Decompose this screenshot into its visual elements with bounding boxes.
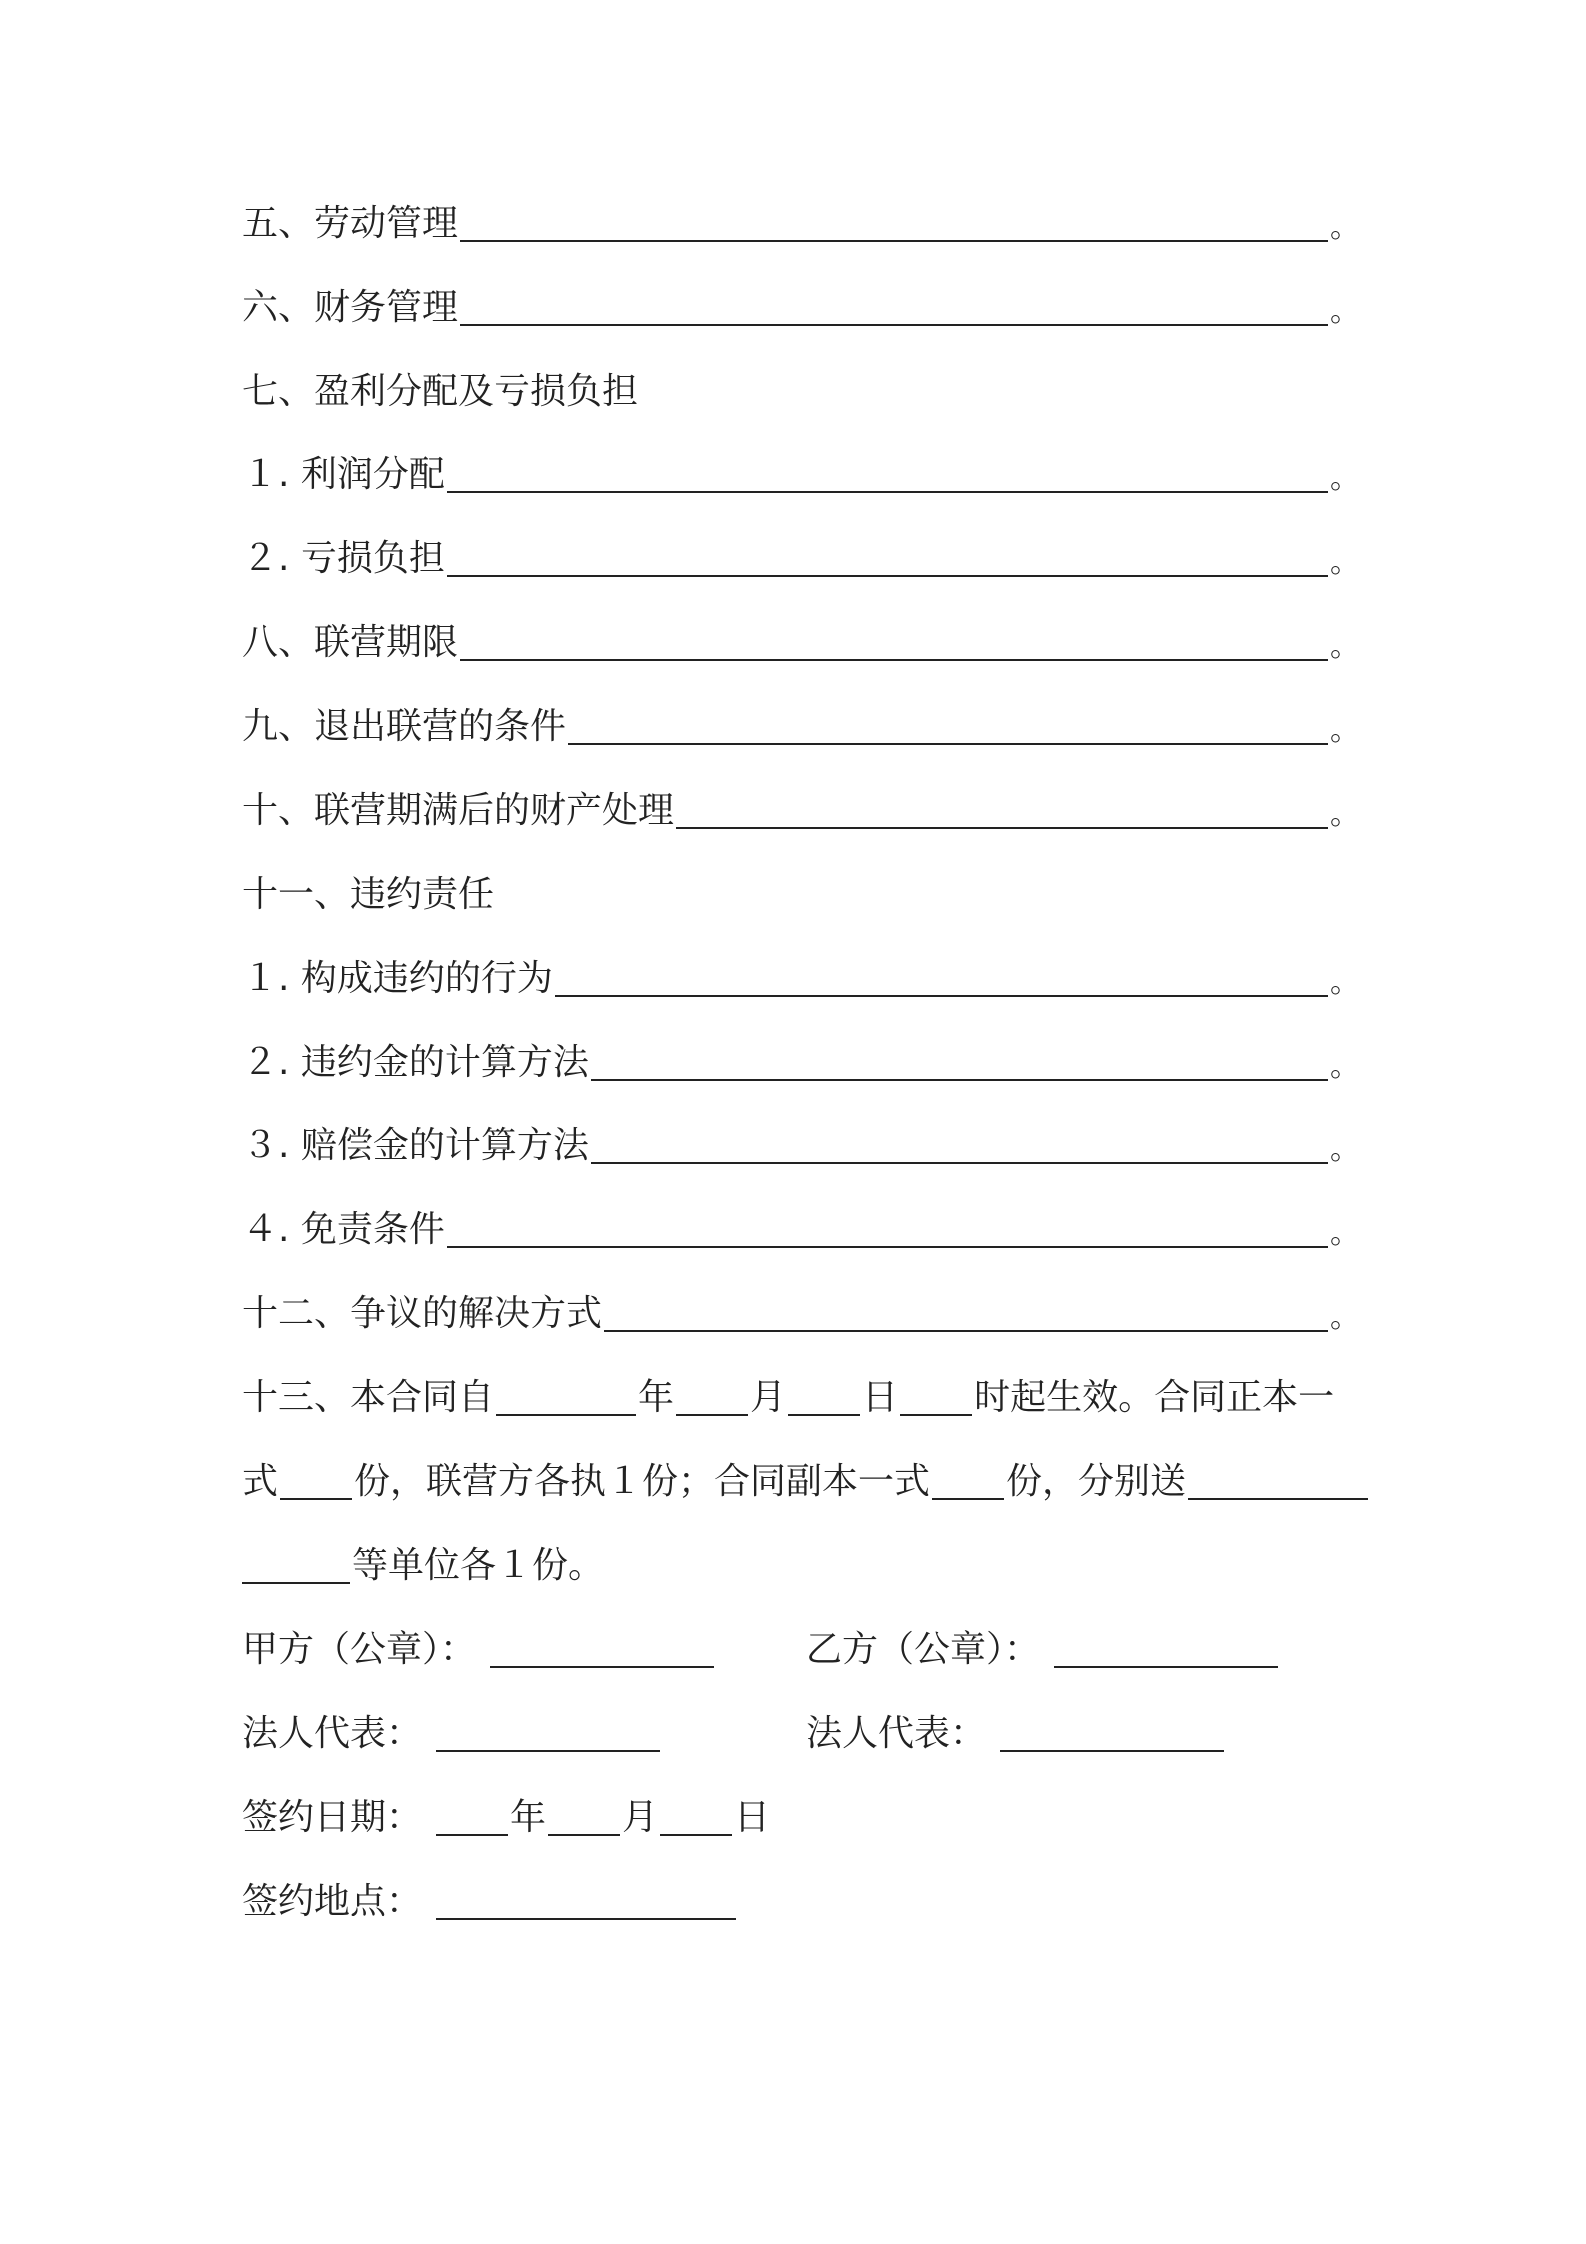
date-day-label: 日 — [734, 1797, 771, 1838]
year-blank[interactable] — [496, 1380, 636, 1416]
clause-label: 五、劳动管理 — [242, 203, 459, 244]
clause-term — [242, 619, 1360, 667]
fill-blank[interactable] — [460, 625, 1328, 661]
date-day-blank[interactable] — [660, 1800, 732, 1836]
clause-financial-management — [242, 284, 1360, 332]
month-label: 月 — [750, 1377, 787, 1418]
day-blank[interactable] — [788, 1380, 860, 1416]
recipients-blank[interactable] — [1188, 1464, 1368, 1500]
fill-blank[interactable] — [676, 793, 1328, 829]
date-year-blank[interactable] — [436, 1800, 508, 1836]
party-b-seal-blank[interactable] — [1054, 1632, 1278, 1668]
recipients-text: 等单位各１份。 — [352, 1545, 605, 1586]
party-b-representative — [806, 1710, 1226, 1758]
fill-blank[interactable] — [604, 1296, 1328, 1332]
party-a-seal — [242, 1626, 716, 1674]
clause-property-disposal — [242, 787, 1360, 835]
clause-dispute-resolution — [242, 1290, 1360, 1338]
date-year-label: 年 — [510, 1797, 547, 1838]
copies-text-a: 式 — [242, 1461, 279, 1502]
copies-text-c: 份，分别送 — [1006, 1461, 1187, 1502]
fill-blank[interactable] — [447, 457, 1328, 493]
party-a-representative — [242, 1710, 662, 1758]
year-label: 年 — [638, 1377, 675, 1418]
clause-label: 十、联营期满后的财产处理 — [242, 790, 675, 831]
copies-text-b: 份，联营方各执１份；合同副本一式 — [354, 1461, 931, 1502]
period: 。 — [1330, 1049, 1360, 1084]
day-label: 日 — [862, 1377, 899, 1418]
duplicate-copies-blank[interactable] — [932, 1464, 1004, 1500]
clause-label: 八、联营期限 — [242, 622, 459, 663]
fill-blank[interactable] — [568, 709, 1328, 745]
rep-a-label: 法人代表： — [242, 1713, 423, 1754]
clause-label: １. 利润分配 — [242, 454, 445, 495]
recipients-blank-cont[interactable] — [242, 1548, 350, 1584]
period: 。 — [1330, 545, 1360, 580]
signing-date — [242, 1794, 770, 1842]
place-label: 签约地点： — [242, 1881, 423, 1922]
original-copies-blank[interactable] — [280, 1464, 352, 1500]
period: 。 — [1330, 1132, 1360, 1167]
clause-label: 六、财务管理 — [242, 287, 459, 328]
clause-penalty-calculation — [242, 1039, 1360, 1087]
clause-breach-heading — [242, 871, 1360, 919]
clause-label: ２. 违约金的计算方法 — [242, 1042, 589, 1083]
clause-effective-date-line — [242, 1374, 1360, 1422]
clause-heading: 十一、违约责任 — [242, 874, 495, 915]
clause-heading: 七、盈利分配及亏损负担 — [242, 371, 639, 412]
fill-blank[interactable] — [460, 290, 1328, 326]
rep-b-blank[interactable] — [1000, 1716, 1224, 1752]
period: 。 — [1330, 713, 1360, 748]
clause-labor-management — [242, 200, 1360, 248]
fill-blank[interactable] — [591, 1128, 1328, 1164]
clause-label: ２. 亏损负担 — [242, 538, 445, 579]
party-b-seal — [806, 1626, 1280, 1674]
period: 。 — [1330, 629, 1360, 664]
clause-recipients-line — [242, 1542, 1360, 1590]
party-a-label: 甲方（公章）： — [242, 1629, 477, 1670]
party-a-seal-blank[interactable] — [490, 1632, 714, 1668]
date-month-label: 月 — [622, 1797, 659, 1838]
clause-label: ３. 赔偿金的计算方法 — [242, 1125, 589, 1166]
period: 。 — [1330, 1216, 1360, 1251]
hour-blank[interactable] — [900, 1380, 972, 1416]
clause-copies-line — [242, 1458, 1368, 1506]
clause-profit-distribution — [242, 451, 1360, 499]
clause-loss-bearing — [242, 535, 1360, 583]
clause-label: ４. 免责条件 — [242, 1209, 445, 1250]
rep-a-blank[interactable] — [436, 1716, 660, 1752]
period: 。 — [1330, 1300, 1360, 1335]
fill-blank[interactable] — [447, 541, 1328, 577]
clause-profit-loss-heading — [242, 368, 1360, 416]
period: 。 — [1330, 294, 1360, 329]
fill-blank[interactable] — [555, 961, 1328, 997]
date-month-blank[interactable] — [548, 1800, 620, 1836]
rep-b-label: 法人代表： — [806, 1713, 987, 1754]
clause-breach-acts — [242, 955, 1360, 1003]
period: 。 — [1330, 965, 1360, 1000]
place-blank[interactable] — [436, 1884, 736, 1920]
party-b-label: 乙方（公章）： — [806, 1629, 1041, 1670]
period: 。 — [1330, 797, 1360, 832]
fill-blank[interactable] — [591, 1045, 1328, 1081]
period: 。 — [1330, 210, 1360, 245]
clause-exit-conditions — [242, 703, 1360, 751]
period: 。 — [1330, 461, 1360, 496]
fill-blank[interactable] — [447, 1212, 1328, 1248]
clause-label: 九、退出联营的条件 — [242, 706, 567, 747]
fill-blank[interactable] — [460, 206, 1328, 242]
clause-label: １. 构成违约的行为 — [242, 958, 553, 999]
clause-label: 十三、本合同自 — [242, 1377, 495, 1418]
clause-exemption-conditions — [242, 1206, 1360, 1254]
clause-compensation-calculation — [242, 1122, 1360, 1170]
clause-label: 十二、争议的解决方式 — [242, 1293, 603, 1334]
date-label: 签约日期： — [242, 1797, 423, 1838]
signing-place — [242, 1878, 738, 1926]
month-blank[interactable] — [676, 1380, 748, 1416]
effect-text: 时起生效。合同正本一 — [974, 1377, 1335, 1418]
